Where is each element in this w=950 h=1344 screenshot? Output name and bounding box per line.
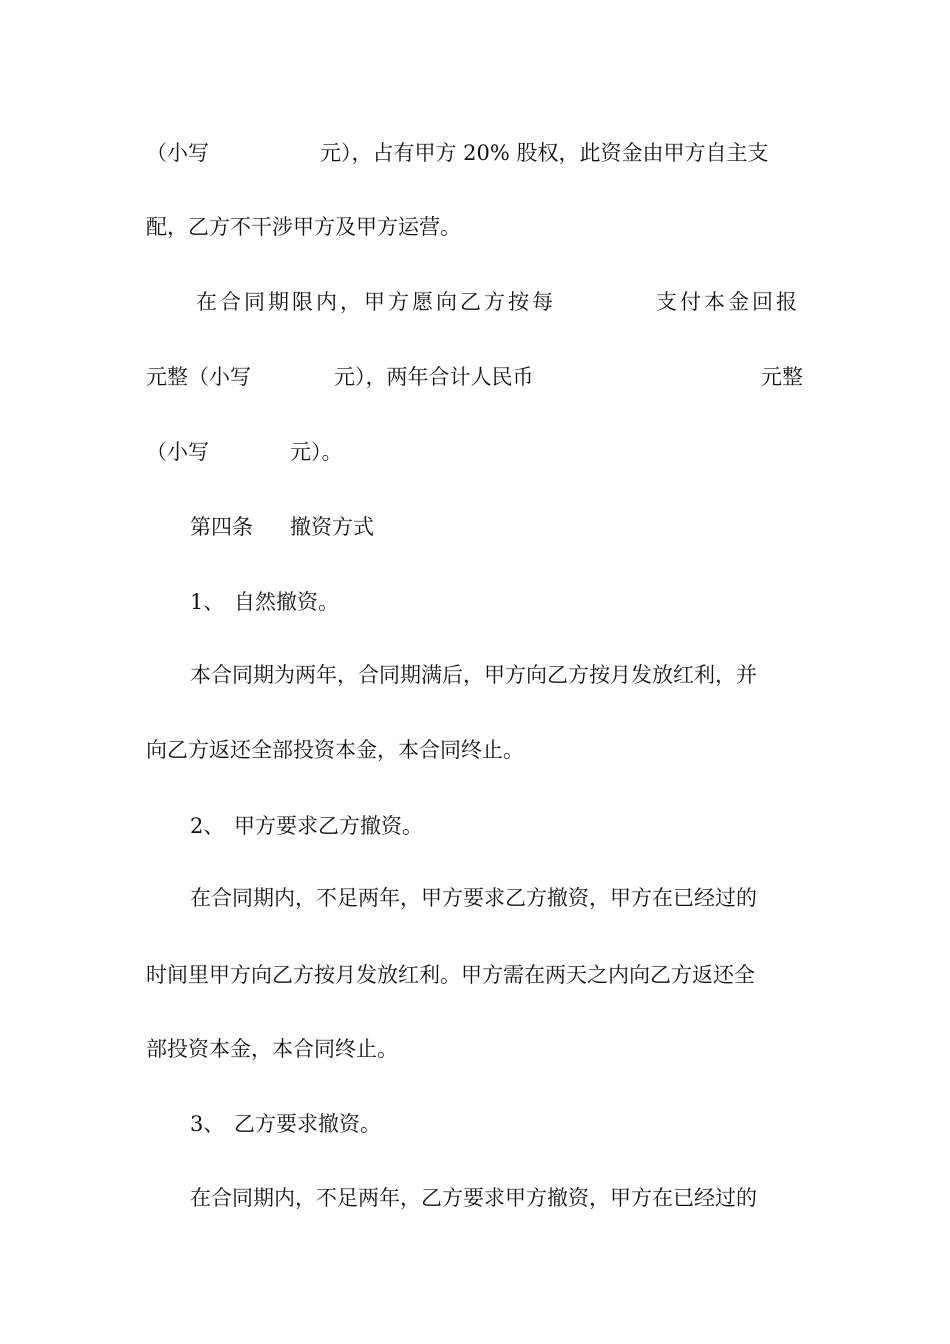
text-segment: 支付本金回报 <box>656 290 800 314</box>
text-segment: 元），两年合计人民币 <box>334 365 534 389</box>
list-item-number: 1、 <box>190 590 225 614</box>
text-segment: （小写 <box>146 141 209 165</box>
section-title: 撤资方式 <box>290 515 374 539</box>
list-item-number: 2、 <box>190 814 225 838</box>
text-segment: 在合同期内，不足两年，乙方要求甲方撤资，甲方在已经过的 <box>190 1186 757 1210</box>
text-segment: 元），占有甲方 20% 股权，此资金由甲方自主支 <box>320 141 769 165</box>
text-segment: 在合同期内，不足两年，甲方要求乙方撤资，甲方在已经过的 <box>190 886 757 910</box>
text-segment: 时间里甲方向乙方按月发放红利。甲方需在两天之内向乙方返还全 <box>146 963 755 987</box>
list-item-title: 甲方要求乙方撤资。 <box>234 814 423 838</box>
text-segment: 元整 <box>761 365 803 389</box>
section-number: 第四条 <box>190 515 253 539</box>
text-segment: 向乙方返还全部投资本金，本合同终止。 <box>146 738 524 762</box>
text-segment: 元）。 <box>290 440 343 464</box>
text-segment: 部投资本金，本合同终止。 <box>146 1037 398 1061</box>
text-segment: 配，乙方不干涉甲方及甲方运营。 <box>146 215 461 239</box>
list-item-title: 自然撤资。 <box>234 590 339 614</box>
text-segment: 元整（小写 <box>146 365 251 389</box>
text-segment: 本合同期为两年，合同期满后，甲方向乙方按月发放红利，并 <box>190 663 757 687</box>
list-item-number: 3、 <box>190 1112 225 1136</box>
text-segment: 在合同期限内，甲方愿向乙方按每 <box>196 290 556 314</box>
text-segment: （小写 <box>146 440 209 464</box>
list-item-title: 乙方要求撤资。 <box>234 1112 381 1136</box>
